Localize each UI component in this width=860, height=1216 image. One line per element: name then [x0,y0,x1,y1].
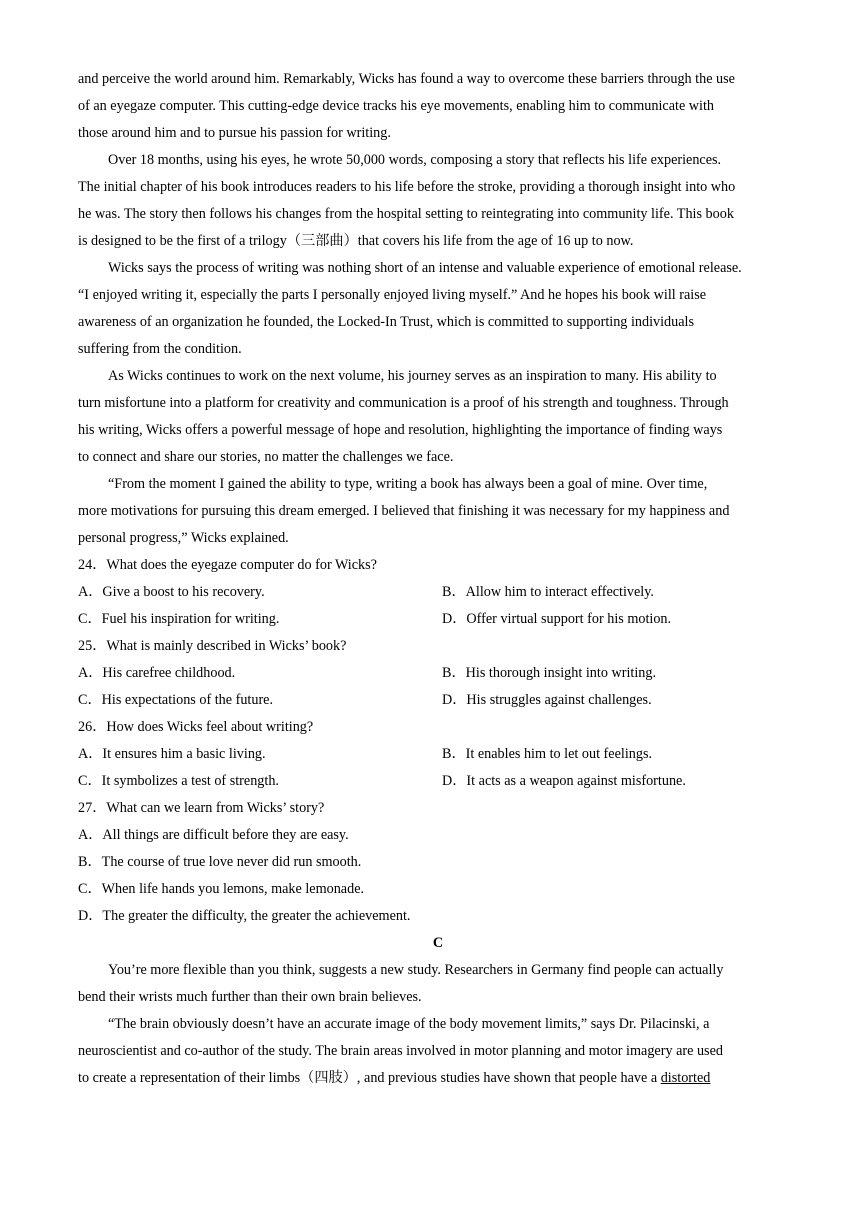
question-stem: 26．How does Wicks feel about writing? [78,719,314,735]
option-b: B．The course of true love never did run smooth. [78,854,362,870]
option-c: C．It symbolizes a test of strength. [78,773,279,789]
text-line: The initial chapter of his book introduces readers to his life before the stroke, providing a thorough insight into who [78,179,736,195]
text-line: he was. The story then follows his changes from the hospital setting to reintegrating into community life. This book [78,206,734,222]
text-line: As Wicks continues to work on the next volume, his journey serves as an inspiration to many. His ability to [108,368,717,384]
option-b: B．It enables him to let out feelings. [442,746,653,762]
text-line: neuroscientist and co-author of the study. The brain areas involved in motor planning and motor imagery are used [78,1043,723,1059]
option-a: A．It ensures him a basic living. [78,746,266,762]
option-a: A．All things are difficult before they are easy. [78,827,349,843]
text-segment: to create a representation of their limbs（四肢）, and previous studies have shown that people have a [78,1070,661,1086]
text-line: is designed to be the first of a trilogy（三部曲）that covers his life from the age of 16 up to now. [78,233,634,249]
text-line: bend their wrists much further than their own brain believes. [78,989,422,1005]
text-line: Wicks says the process of writing was nothing short of an intense and valuable experience of emotional release. [108,260,742,276]
text-line-with-underline [78,1065,798,1092]
underlined-word: distorted [660,1070,711,1086]
text-line: those around him and to pursue his passion for writing. [78,125,391,141]
text-line: and perceive the world around him. Remarkably, Wicks has found a way to overcome these barriers through the use [78,71,735,87]
option-c: C．When life hands you lemons, make lemonade. [78,881,365,897]
text-line: personal progress,” Wicks explained. [78,530,289,546]
text-line: Over 18 months, using his eyes, he wrote 50,000 words, composing a story that reflects his life experiences. [108,152,722,168]
text-line: of an eyegaze computer. This cutting-edge device tracks his eye movements, enabling him to communicate with [78,98,715,114]
section-heading: C [432,935,444,951]
option-d: D．His struggles against challenges. [442,692,652,708]
option-d: D．Offer virtual support for his motion. [442,611,672,627]
text-line: “The brain obviously doesn’t have an accurate image of the body movement limits,” says Dr. Pilacinski, a [108,1016,710,1032]
text-line: turn misfortune into a platform for creativity and communication is a proof of his strength and toughness. Through [78,395,729,411]
text-line: to connect and share our stories, no matter the challenges we face. [78,449,454,465]
option-d: D．It acts as a weapon against misfortune. [442,773,686,789]
text-line: “From the moment I gained the ability to type, writing a book has always been a goal of mine. Over time, [108,476,708,492]
question-stem: 24．What does the eyegaze computer do for Wicks? [78,557,377,573]
option-b: B．His thorough insight into writing. [442,665,657,681]
option-c: C．His expectations of the future. [78,692,274,708]
text-line: suffering from the condition. [78,341,242,357]
text-line: “I enjoyed writing it, especially the parts I personally enjoyed living myself.” And he hopes his book will raise [78,287,707,303]
option-b: B．Allow him to interact effectively. [442,584,654,600]
option-c: C．Fuel his inspiration for writing. [78,611,280,627]
text-line: awareness of an organization he founded, the Locked-In Trust, which is committed to supporting individuals [78,314,694,330]
option-a: A．Give a boost to his recovery. [78,584,265,600]
option-a: A．His carefree childhood. [78,665,236,681]
option-d: D．The greater the difficulty, the greater the achievement. [78,908,411,924]
text-line: more motivations for pursuing this dream emerged. I believed that finishing it was necessary for my happiness and [78,503,730,519]
document-page [78,66,798,1092]
text-line: You’re more flexible than you think, suggests a new study. Researchers in Germany find people can actually [108,962,724,978]
question-stem: 27．What can we learn from Wicks’ story? [78,800,325,816]
question-stem: 25．What is mainly described in Wicks’ book? [78,638,347,654]
text-line: his writing, Wicks offers a powerful message of hope and resolution, highlighting the importance of finding ways [78,422,723,438]
